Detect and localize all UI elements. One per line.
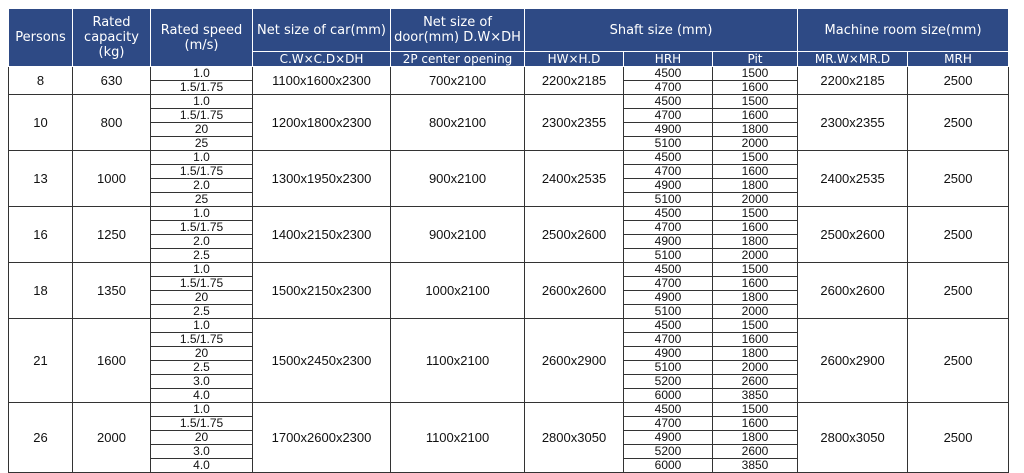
pit-cell: 1800 [713, 347, 798, 361]
table-row [9, 95, 1009, 109]
hrh-cell: 5100 [624, 193, 713, 207]
spec-table-container [8, 8, 1008, 473]
speed-cell: 4.0 [151, 459, 253, 473]
pit-cell: 1500 [713, 95, 798, 109]
hrh-cell: 4900 [624, 235, 713, 249]
speed-cell: 1.0 [151, 263, 253, 277]
car-size-cell: 1400x2150x2300 [253, 207, 391, 263]
hrh-cell: 6000 [624, 389, 713, 403]
mrh-cell: 2500 [908, 403, 1009, 473]
pit-cell: 1600 [713, 277, 798, 291]
hrh-cell: 4700 [624, 109, 713, 123]
speed-cell: 1.5/1.75 [151, 81, 253, 95]
pit-cell: 1600 [713, 109, 798, 123]
pit-cell: 1500 [713, 151, 798, 165]
hrh-cell: 5100 [624, 249, 713, 263]
speed-cell: 20 [151, 347, 253, 361]
elevator-spec-table [8, 8, 1009, 473]
hrh-cell: 4700 [624, 221, 713, 235]
shaft-size-cell: 2400x2535 [525, 151, 624, 207]
header-shaft-pit: Pit [713, 52, 798, 67]
hrh-cell: 4900 [624, 291, 713, 305]
header-door: Net size of door(mm) D.W×DH [391, 9, 525, 52]
mrh-cell: 2500 [908, 263, 1009, 319]
speed-cell: 1.0 [151, 151, 253, 165]
speed-cell: 1.5/1.75 [151, 165, 253, 179]
pit-cell: 1500 [713, 67, 798, 81]
persons-cell: 21 [9, 319, 73, 403]
pit-cell: 2000 [713, 305, 798, 319]
pit-cell: 1500 [713, 263, 798, 277]
hrh-cell: 4500 [624, 67, 713, 81]
hrh-cell: 4500 [624, 263, 713, 277]
pit-cell: 1600 [713, 333, 798, 347]
pit-cell: 3850 [713, 389, 798, 403]
table-row [9, 403, 1009, 417]
speed-cell: 1.5/1.75 [151, 277, 253, 291]
car-size-cell: 1700x2600x2300 [253, 403, 391, 473]
hrh-cell: 4500 [624, 319, 713, 333]
machine-room-size-cell: 2200x2185 [798, 67, 908, 95]
mrh-cell: 2500 [908, 151, 1009, 207]
speed-cell: 2.0 [151, 179, 253, 193]
persons-cell: 13 [9, 151, 73, 207]
hrh-cell: 5200 [624, 375, 713, 389]
pit-cell: 1800 [713, 431, 798, 445]
pit-cell: 2000 [713, 193, 798, 207]
car-size-cell: 1500x2150x2300 [253, 263, 391, 319]
header-persons: Persons [9, 9, 73, 67]
speed-cell: 2.0 [151, 235, 253, 249]
header-shaft: Shaft size (mm) [525, 9, 798, 52]
mrh-cell: 2500 [908, 67, 1009, 95]
speed-cell: 25 [151, 193, 253, 207]
table-row [9, 67, 1009, 81]
door-size-cell: 900x2100 [391, 207, 525, 263]
table-row [9, 319, 1009, 333]
door-size-cell: 700x2100 [391, 67, 525, 95]
speed-cell: 1.0 [151, 319, 253, 333]
hrh-cell: 6000 [624, 459, 713, 473]
persons-cell: 10 [9, 95, 73, 151]
hrh-cell: 4900 [624, 347, 713, 361]
header-capacity: Rated capacity (kg) [73, 9, 151, 67]
hrh-cell: 5100 [624, 137, 713, 151]
table-row [9, 207, 1009, 221]
header-car: Net size of car(mm) [253, 9, 391, 52]
speed-cell: 20 [151, 291, 253, 305]
capacity-cell: 1000 [73, 151, 151, 207]
pit-cell: 1800 [713, 291, 798, 305]
hrh-cell: 4500 [624, 403, 713, 417]
door-size-cell: 900x2100 [391, 151, 525, 207]
hrh-cell: 4500 [624, 95, 713, 109]
speed-cell: 1.0 [151, 95, 253, 109]
shaft-size-cell: 2500x2600 [525, 207, 624, 263]
hrh-cell: 4900 [624, 179, 713, 193]
speed-cell: 4.0 [151, 389, 253, 403]
pit-cell: 1800 [713, 123, 798, 137]
pit-cell: 1800 [713, 179, 798, 193]
machine-room-size-cell: 2400x2535 [798, 151, 908, 207]
car-size-cell: 1300x1950x2300 [253, 151, 391, 207]
header-room-mr: MR.W×MR.D [798, 52, 908, 67]
capacity-cell: 630 [73, 67, 151, 95]
pit-cell: 1600 [713, 221, 798, 235]
door-size-cell: 1000x2100 [391, 263, 525, 319]
shaft-size-cell: 2600x2600 [525, 263, 624, 319]
speed-cell: 1.0 [151, 207, 253, 221]
header-shaft-hw: HW×H.D [525, 52, 624, 67]
machine-room-size-cell: 2500x2600 [798, 207, 908, 263]
capacity-cell: 1250 [73, 207, 151, 263]
hrh-cell: 4500 [624, 207, 713, 221]
hrh-cell: 4700 [624, 277, 713, 291]
header-door-sub: 2P center opening [391, 52, 525, 67]
pit-cell: 1500 [713, 319, 798, 333]
shaft-size-cell: 2800x3050 [525, 403, 624, 473]
hrh-cell: 5200 [624, 445, 713, 459]
door-size-cell: 1100x2100 [391, 403, 525, 473]
pit-cell: 1600 [713, 165, 798, 179]
hrh-cell: 4700 [624, 165, 713, 179]
speed-cell: 1.5/1.75 [151, 221, 253, 235]
shaft-size-cell: 2200x2185 [525, 67, 624, 95]
pit-cell: 3850 [713, 459, 798, 473]
car-size-cell: 1500x2450x2300 [253, 319, 391, 403]
speed-cell: 1.5/1.75 [151, 333, 253, 347]
hrh-cell: 4700 [624, 333, 713, 347]
header-room-mrh: MRH [908, 52, 1009, 67]
mrh-cell: 2500 [908, 207, 1009, 263]
speed-cell: 3.0 [151, 375, 253, 389]
speed-cell: 2.5 [151, 305, 253, 319]
pit-cell: 2000 [713, 137, 798, 151]
machine-room-size-cell: 2600x2600 [798, 263, 908, 319]
speed-cell: 25 [151, 137, 253, 151]
pit-cell: 2000 [713, 361, 798, 375]
header-car-sub: C.W×C.D×DH [253, 52, 391, 67]
car-size-cell: 1200x1800x2300 [253, 95, 391, 151]
capacity-cell: 1350 [73, 263, 151, 319]
pit-cell: 1500 [713, 207, 798, 221]
persons-cell: 26 [9, 403, 73, 473]
persons-cell: 8 [9, 67, 73, 95]
hrh-cell: 4700 [624, 417, 713, 431]
speed-cell: 1.0 [151, 67, 253, 81]
table-row [9, 263, 1009, 277]
pit-cell: 2000 [713, 249, 798, 263]
pit-cell: 2600 [713, 375, 798, 389]
car-size-cell: 1100x1600x2300 [253, 67, 391, 95]
door-size-cell: 800x2100 [391, 95, 525, 151]
machine-room-size-cell: 2800x3050 [798, 403, 908, 473]
hrh-cell: 5100 [624, 361, 713, 375]
header-room: Machine room size(mm) [798, 9, 1009, 52]
persons-cell: 18 [9, 263, 73, 319]
speed-cell: 3.0 [151, 445, 253, 459]
pit-cell: 1600 [713, 81, 798, 95]
capacity-cell: 2000 [73, 403, 151, 473]
table-row [9, 151, 1009, 165]
shaft-size-cell: 2300x2355 [525, 95, 624, 151]
hrh-cell: 4900 [624, 123, 713, 137]
shaft-size-cell: 2600x2900 [525, 319, 624, 403]
hrh-cell: 4700 [624, 81, 713, 95]
speed-cell: 2.5 [151, 249, 253, 263]
hrh-cell: 5100 [624, 305, 713, 319]
speed-cell: 20 [151, 123, 253, 137]
speed-cell: 1.0 [151, 403, 253, 417]
pit-cell: 1600 [713, 417, 798, 431]
door-size-cell: 1100x2100 [391, 319, 525, 403]
speed-cell: 2.5 [151, 361, 253, 375]
hrh-cell: 4500 [624, 151, 713, 165]
pit-cell: 1800 [713, 235, 798, 249]
machine-room-size-cell: 2300x2355 [798, 95, 908, 151]
table-body [9, 67, 1009, 473]
pit-cell: 2600 [713, 445, 798, 459]
mrh-cell: 2500 [908, 95, 1009, 151]
speed-cell: 1.5/1.75 [151, 109, 253, 123]
pit-cell: 1500 [713, 403, 798, 417]
machine-room-size-cell: 2600x2900 [798, 319, 908, 403]
capacity-cell: 800 [73, 95, 151, 151]
speed-cell: 1.5/1.75 [151, 417, 253, 431]
hrh-cell: 4900 [624, 431, 713, 445]
persons-cell: 16 [9, 207, 73, 263]
mrh-cell: 2500 [908, 319, 1009, 403]
header-shaft-hrh: HRH [624, 52, 713, 67]
header-speed: Rated speed (m/s) [151, 9, 253, 67]
capacity-cell: 1600 [73, 319, 151, 403]
speed-cell: 20 [151, 431, 253, 445]
